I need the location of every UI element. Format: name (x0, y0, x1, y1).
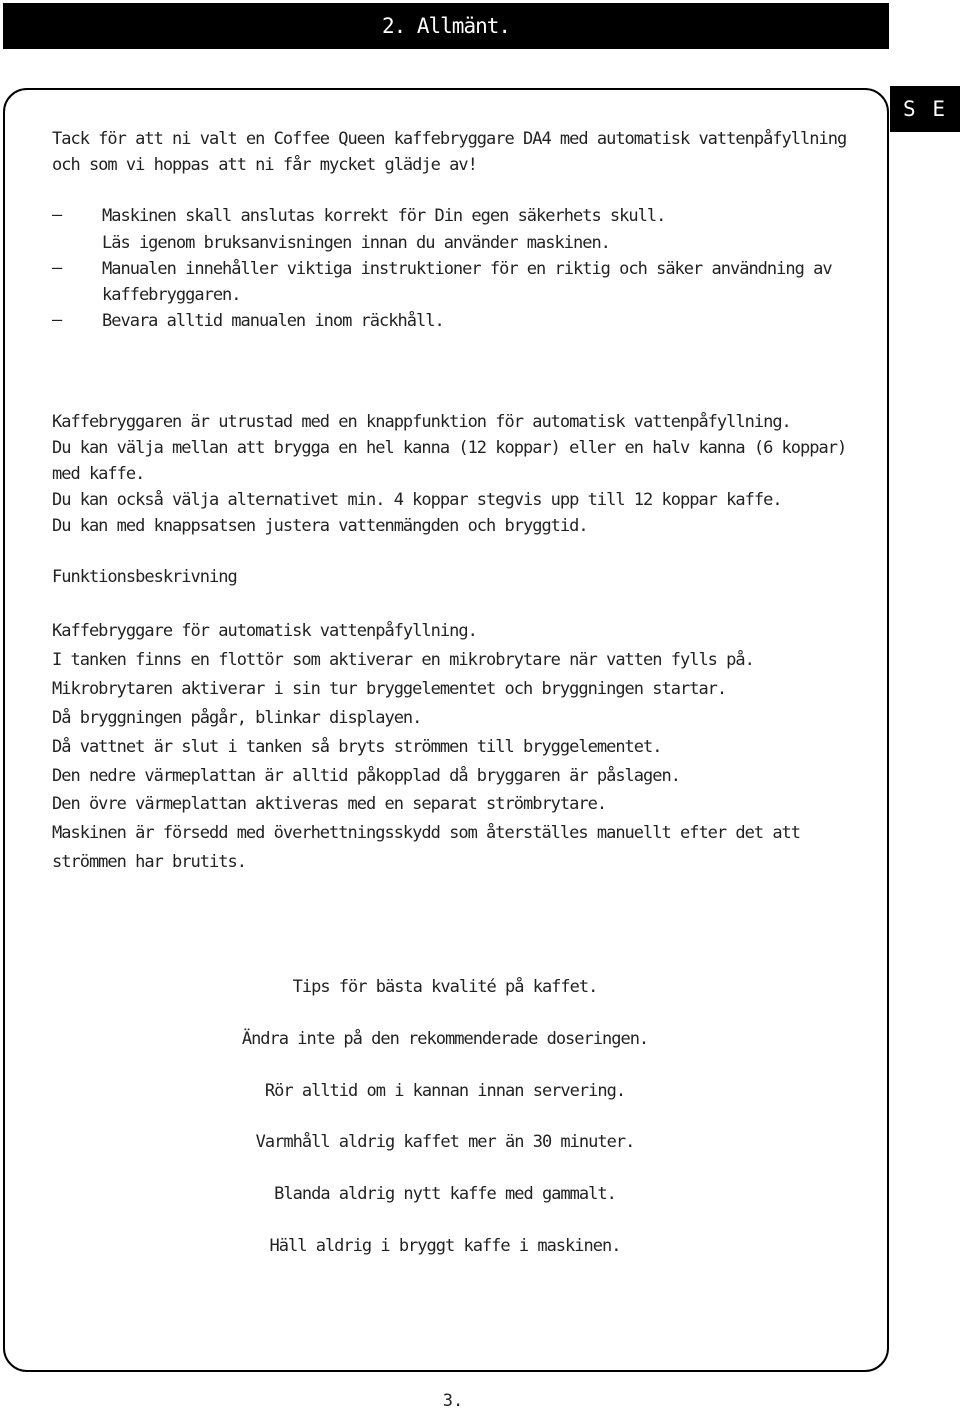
function-line: Då vattnet är slut i tanken så bryts strömmen till bryggelementet. (52, 737, 662, 757)
function-line: Den övre värmeplattan aktiveras med en separat strömbrytare. (52, 794, 607, 814)
feature-line: Kaffebryggaren är utrustad med en knappfunktion för automatisk vattenpåfyllning. (52, 412, 791, 432)
language-label: S E (903, 97, 947, 121)
function-line: I tanken finns en flottör som aktiverar en mikrobrytare när vatten fylls på. (52, 650, 754, 670)
bullet-line: Maskinen skall anslutas korrekt för Din egen säkerhets skull. (102, 206, 666, 226)
intro-line: Tack för att ni valt en Coffee Queen kaffebryggare DA4 med automatisk vattenpåfyllning (52, 129, 847, 149)
bullet-line: Bevara alltid manualen inom räckhåll. (102, 311, 444, 331)
function-line: Den nedre värmeplattan är alltid påkopplad då bryggaren är påslagen. (52, 766, 680, 786)
content-frame (3, 88, 889, 1372)
function-line: Maskinen är försedd med överhettningsskydd som återställes manuellt efter det att (52, 823, 801, 843)
tip-line: Häll aldrig i bryggt kaffe i maskinen. (269, 1236, 621, 1256)
bullet-line: kaffebryggaren. (102, 285, 241, 305)
feature-line: med kaffe. (52, 464, 145, 484)
function-line: Mikrobrytaren aktiverar i sin tur bryggelementet och bryggningen startar. (52, 679, 727, 699)
section-header (3, 3, 889, 49)
function-heading: Funktionsbeskrivning (52, 567, 237, 587)
page-number: 3. (442, 1391, 464, 1411)
bullet-line: Läs igenom bruksanvisningen innan du använder maskinen. (102, 233, 610, 253)
language-tab (890, 86, 960, 132)
feature-line: Du kan med knappsatsen justera vattenmängden och bryggtid. (52, 516, 588, 536)
tip-line: Blanda aldrig nytt kaffe med gammalt. (274, 1184, 616, 1204)
function-line: Kaffebryggare för automatisk vattenpåfyllning. (52, 621, 477, 641)
tip-line: Rör alltid om i kannan innan servering. (264, 1081, 626, 1101)
tip-line: Ändra inte på den rekommenderade doseringen. (241, 1029, 649, 1049)
feature-line: Du kan välja mellan att brygga en hel kanna (12 koppar) eller en halv kanna (6 koppar) (52, 438, 847, 458)
section-title: 2. Allmänt. (381, 14, 511, 38)
bullet-dash: – (52, 310, 63, 330)
tip-line: Varmhåll aldrig kaffet mer än 30 minuter. (255, 1132, 635, 1152)
bullet-line: Manualen innehåller viktiga instruktioner för en riktig och säker användning av (102, 259, 832, 279)
function-line: strömmen har brutits. (52, 852, 246, 872)
intro-line: och som vi hoppas att ni får mycket glädje av! (52, 155, 477, 175)
function-line: Då bryggningen pågår, blinkar displayen. (52, 708, 422, 728)
tips-heading: Tips för bästa kvalité på kaffet. (292, 977, 598, 997)
bullet-dash: – (52, 205, 63, 225)
bullet-dash: – (52, 258, 63, 278)
feature-line: Du kan också välja alternativet min. 4 koppar stegvis upp till 12 koppar kaffe. (52, 490, 782, 510)
